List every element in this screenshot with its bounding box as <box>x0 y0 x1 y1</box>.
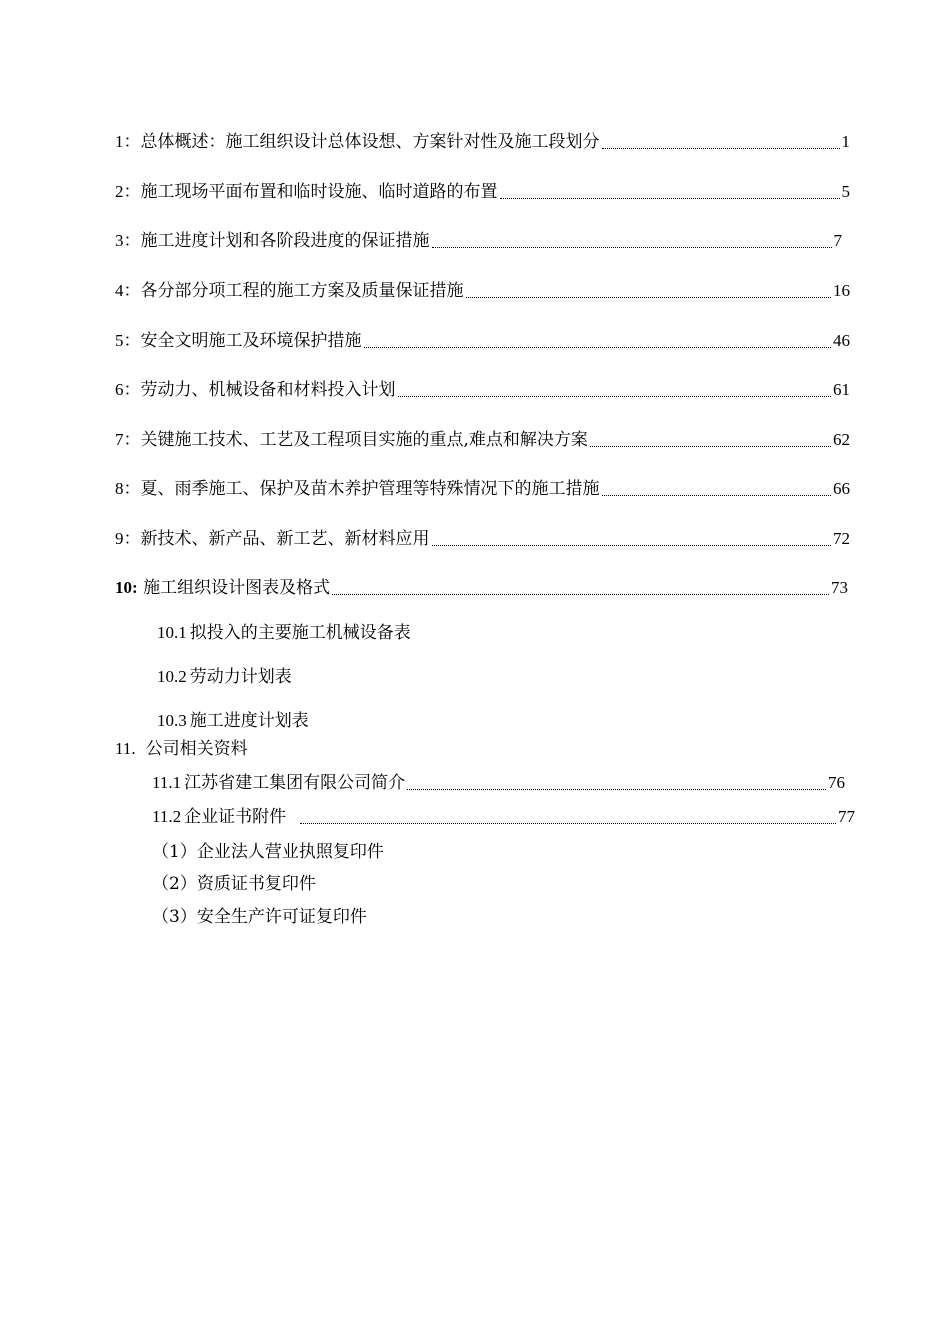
toc-entry-separator: ： <box>123 182 141 202</box>
toc-entry-page: 7 <box>833 231 842 250</box>
toc-entry-8[interactable] <box>115 479 850 499</box>
dot-leader <box>432 544 832 546</box>
toc-entry-number: 8 <box>115 479 124 498</box>
toc-subentry-number: 11.1 <box>152 773 182 792</box>
toc-subentry-title: 江苏省建工集团有限公司简介 <box>184 773 406 793</box>
toc-entry-separator: ： <box>123 430 141 450</box>
toc-entry-separator: ： <box>123 479 141 499</box>
attachment-label: （2）资质证书复印件 <box>152 874 316 894</box>
dot-leader <box>602 494 832 496</box>
toc-entry-3[interactable] <box>115 231 842 251</box>
toc-entry-separator: ： <box>123 231 141 251</box>
toc-entry-page: 66 <box>833 479 850 498</box>
toc-entry-6[interactable] <box>115 380 850 400</box>
toc-subentry-number: 11.2 <box>152 807 182 826</box>
toc-entry-title: 夏、雨季施工、保护及苗木养护管理等特殊情况下的施工措施 <box>140 479 600 499</box>
dot-leader <box>300 822 836 824</box>
toc-subentry-title: 企业证书附件 <box>184 807 287 827</box>
toc-subentry-title: 拟投入的主要施工机械设备表 <box>189 623 411 643</box>
toc-entry-number: 5 <box>115 331 124 350</box>
toc-entry-separator: ： <box>123 132 141 152</box>
toc-entry-9[interactable] <box>115 529 850 549</box>
dot-leader <box>602 147 840 149</box>
toc-entry-title: 施工现场平面布置和临时设施、临时道路的布置 <box>140 182 498 202</box>
toc-entry-number: 9 <box>115 529 124 548</box>
toc-entry-number: 2 <box>115 182 124 201</box>
toc-entry-title: 关键施工技术、工艺及工程项目实施的重点,难点和解决方案 <box>140 430 588 450</box>
toc-subentry-11-2[interactable] <box>152 807 855 827</box>
toc-subentry-number: 10.2 <box>157 667 187 686</box>
toc-entry-separator: ： <box>123 331 141 351</box>
toc-entry-title: 各分部分项工程的施工方案及质量保证措施 <box>140 281 464 301</box>
toc-section-11[interactable] <box>115 739 248 759</box>
toc-subentry-number: 10.1 <box>157 623 187 642</box>
dot-leader <box>466 296 832 298</box>
toc-entry-number: 6 <box>115 380 124 399</box>
toc-subentry-10-2[interactable] <box>157 667 292 687</box>
toc-entry-page: 46 <box>833 331 850 350</box>
attachment-label: （3）安全生产许可证复印件 <box>152 907 367 927</box>
toc-subentry-title: 施工进度计划表 <box>189 711 309 731</box>
dot-leader <box>407 788 826 790</box>
toc-entry-number: 3 <box>115 231 124 250</box>
toc-entry-number: 11. <box>115 739 136 758</box>
toc-entry-separator: ： <box>123 380 141 400</box>
attachment-item-3[interactable] <box>152 907 367 927</box>
toc-entry-4[interactable] <box>115 281 850 301</box>
toc-subentry-page: 76 <box>828 773 845 792</box>
toc-subentry-page: 77 <box>838 807 855 826</box>
toc-entry-7[interactable] <box>115 430 850 450</box>
toc-entry-title: 公司相关资料 <box>145 739 248 759</box>
dot-leader <box>432 246 832 248</box>
toc-entry-title: 施工组织设计图表及格式 <box>143 578 331 598</box>
toc-subentry-number: 10.3 <box>157 711 187 730</box>
toc-entry-10[interactable] <box>115 578 848 598</box>
toc-entry-title: 劳动力、机械设备和材料投入计划 <box>140 380 396 400</box>
toc-subentry-10-3[interactable] <box>157 711 309 731</box>
toc-entry-number: 4 <box>115 281 124 300</box>
toc-entry-number: 1 <box>115 132 124 151</box>
dot-leader <box>398 395 832 397</box>
toc-entry-number: 10: <box>115 578 138 597</box>
toc-subentry-11-1[interactable] <box>152 773 845 793</box>
toc-entry-title: 施工进度计划和各阶段进度的保证措施 <box>140 231 430 251</box>
dot-leader <box>332 593 829 595</box>
toc-entry-separator: ： <box>123 529 141 549</box>
attachment-item-1[interactable] <box>152 842 384 862</box>
toc-subentry-title: 劳动力计划表 <box>189 667 292 687</box>
toc-entry-page: 5 <box>841 182 850 201</box>
toc-entry-title: 总体概述：施工组织设计总体设想、方案针对性及施工段划分 <box>140 132 600 152</box>
toc-entry-2[interactable] <box>115 182 850 202</box>
dot-leader <box>590 445 831 447</box>
toc-entry-5[interactable] <box>115 331 850 351</box>
toc-entry-page: 72 <box>833 529 850 548</box>
toc-subentry-10-1[interactable] <box>157 623 411 643</box>
attachment-item-2[interactable] <box>152 874 316 894</box>
toc-entry-page: 16 <box>833 281 850 300</box>
toc-entry-number: 7 <box>115 430 124 449</box>
toc-entry-title: 新技术、新产品、新工艺、新材料应用 <box>140 529 430 549</box>
toc-entry-page: 61 <box>833 380 850 399</box>
toc-entry-page: 62 <box>833 430 850 449</box>
toc-entry-1[interactable] <box>115 132 850 152</box>
toc-entry-page: 73 <box>831 578 848 597</box>
dot-leader <box>500 197 840 199</box>
dot-leader <box>364 346 832 348</box>
toc-entry-page: 1 <box>841 132 850 151</box>
attachment-label: （1）企业法人营业执照复印件 <box>152 842 384 862</box>
toc-entry-separator: ： <box>123 281 141 301</box>
toc-entry-title: 安全文明施工及环境保护措施 <box>140 331 362 351</box>
